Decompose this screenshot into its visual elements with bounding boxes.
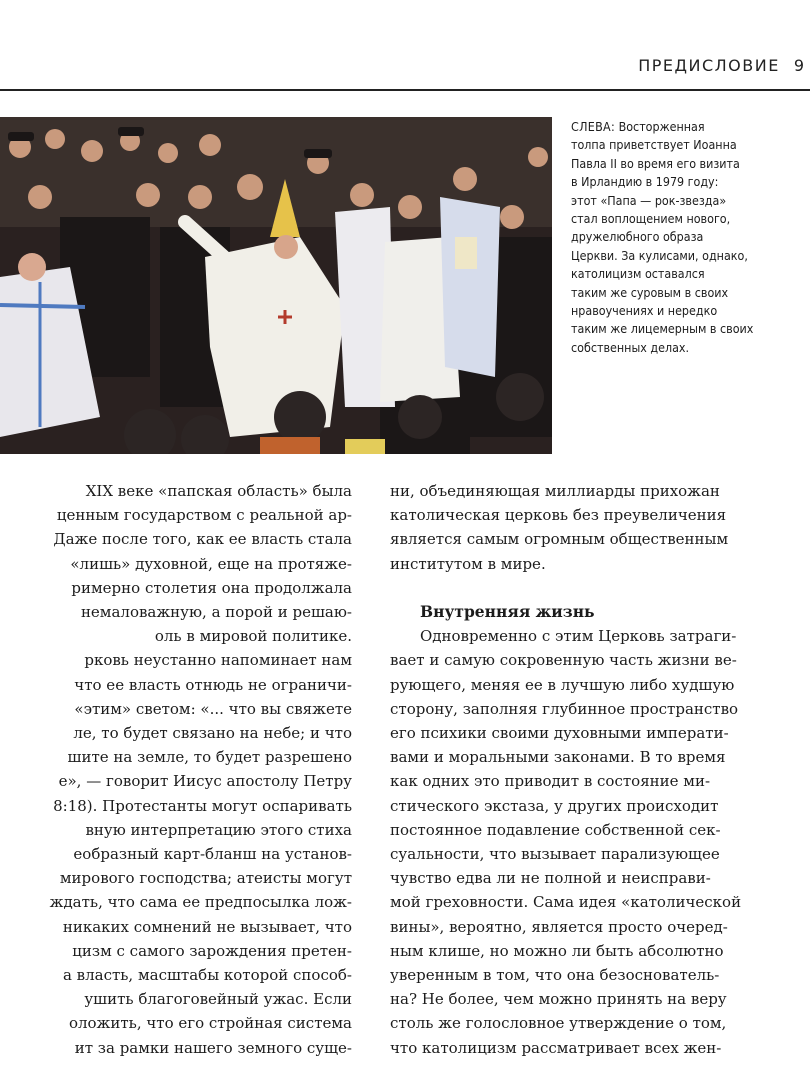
text-line: уверенным в том, что она безоснователь- [390, 966, 720, 985]
photo-papal-visit [0, 117, 552, 454]
text-line: на? Не более, чем можно принять на веру [390, 990, 727, 1009]
text-line: рующего, меняя ее в лучшую либо худшую [390, 675, 735, 694]
running-head [638, 56, 804, 75]
page-number: 9 [793, 56, 804, 75]
header-rule [0, 89, 810, 91]
text-line: XIX веке «папская область» была [85, 482, 352, 500]
caption-line: Церкви. За кулисами, однако, [571, 247, 748, 263]
text-line: католическая церковь без преувеличения [390, 506, 727, 525]
text-line: «этим» светом: «... что вы свяжете [74, 699, 352, 718]
caption-line: собственных делах. [571, 339, 690, 355]
text-line: вную интерпретацию этого стиха [85, 820, 352, 839]
text-line: «лишь» духовной, еще на протяже- [70, 554, 352, 573]
caption-line: толпа приветствует Иоанна [571, 137, 737, 153]
caption-line: в Ирландию в 1979 году: [571, 174, 719, 190]
caption-line: Павла II во время его визита [571, 155, 740, 171]
text-line: шите на земле, то будет разрешено [67, 748, 352, 767]
text-line: ит за рамки нашего земного суще- [74, 1038, 352, 1057]
text-line: ушить благоговейный ужас. Если [84, 990, 352, 1009]
text-line: ценным государством с реальной ар- [56, 506, 352, 525]
text-line: ле, то будет связано на небе; и что [73, 724, 352, 743]
text-line: ным клише, но можно ли быть абсолютно [390, 941, 724, 960]
text-line: еобразный карт-бланш на установ- [73, 845, 352, 864]
text-line: что католицизм рассматривает всех жен- [390, 1038, 722, 1057]
caption-line: таким же суровым в своих [571, 284, 729, 300]
text-line: столь же голословное утверждение о том, [390, 1014, 727, 1033]
text-line: Одновременно с этим Церковь затраги- [420, 627, 737, 646]
text-line: е», — говорит Иисус апостолу Петру [58, 772, 352, 791]
photo-caption [571, 118, 807, 357]
running-title: ПРЕДИСЛОВИЕ [638, 56, 780, 75]
text-line: 8:18). Протестанты могут оспаривать [53, 796, 352, 815]
caption-line: нравоучениях и нередко [571, 303, 718, 319]
caption-line: таким же лицемерным в своих [571, 321, 754, 337]
text-line: суальности, что вызывает парализующее [390, 845, 720, 864]
right-text-column [390, 479, 810, 1080]
text-line: мой греховности. Сама идея «католической [390, 893, 742, 912]
text-line: немаловажную, а порой и решаю- [80, 603, 352, 622]
text-line: постоянное подавление собственной сек- [390, 820, 721, 839]
caption-line: католицизм оставался [571, 266, 705, 282]
text-line: является самым огромным общественным [390, 530, 729, 549]
text-line: оложить, что его стройная система [68, 1014, 352, 1033]
text-line: мирового господства; атеисты могут [59, 869, 352, 888]
text-line: римерно столетия она продолжала [71, 578, 352, 597]
text-line: его психики своими духовными императи- [390, 724, 729, 743]
text-line: а власть, масштабы которой способ- [62, 966, 352, 985]
section-heading: Внутренняя жизнь [420, 602, 595, 621]
caption-line: дружелюбного образа [571, 229, 704, 245]
text-line: институтом в мире. [390, 554, 546, 573]
text-line: цизм с самого зарождения претен- [72, 941, 352, 960]
text-line: вает и самую сокровенную часть жизни ве- [390, 651, 737, 670]
paragraph-gap [390, 576, 810, 600]
caption-line: стал воплощением нового, [571, 211, 731, 227]
text-line: никаких сомнений не вызывает, что [62, 917, 352, 936]
text-line: сторону, заполняя глубинное пространство [390, 699, 739, 718]
text-line: Даже после того, как ее власть стала [53, 530, 352, 549]
caption-lead: СЛЕВА: [571, 119, 616, 134]
text-line: как одних это приводит в состояние ми- [390, 772, 711, 791]
text-line: рковь неустанно напоминает нам [84, 651, 352, 670]
caption-line: Восторженная [618, 119, 705, 134]
text-line: что ее власть отнюдь не ограничи- [74, 675, 352, 694]
text-line: стического экстаза, у других происходит [390, 796, 719, 815]
caption-line: этот «Папа — рок-звезда» [571, 192, 727, 208]
text-line: оль в мировой политике. [154, 627, 352, 646]
text-line: ждать, что сама ее предпосылка лож- [49, 893, 352, 912]
text-line: вины», вероятно, является просто очеред- [390, 917, 728, 936]
text-line: ни, объединяющая миллиарды прихожан [390, 482, 720, 500]
left-text-column [0, 479, 352, 1080]
text-line: вами и моральными законами. В то время [390, 748, 726, 767]
text-line: чувство едва ли не полной и неисправи- [390, 869, 711, 888]
photo-illustration [0, 117, 552, 454]
